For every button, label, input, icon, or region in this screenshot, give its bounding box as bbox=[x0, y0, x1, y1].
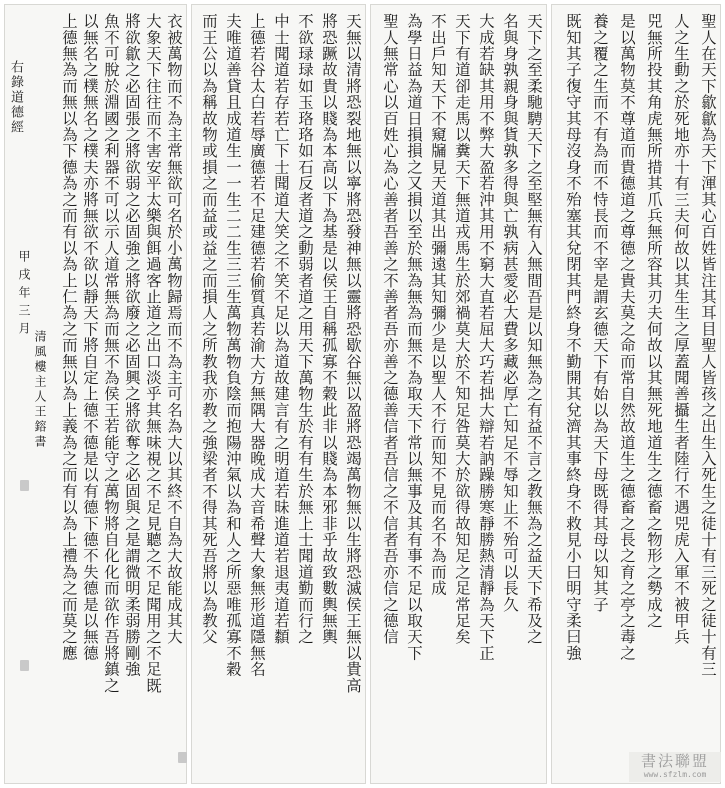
inscription-signature: 清風樓主人王鎔書 bbox=[33, 330, 47, 450]
text-column: 兕無所投其角虎無所措其爪兵無所容其刃夫何故以其無死地道生之德畜之物形之勢成之 bbox=[645, 13, 663, 629]
text-column: 以無名之樸無名之樸夫亦將無欲不欲以靜天下將自定上德不德是以有德下德不失德是以無德 bbox=[81, 13, 99, 661]
text-column: 衣被萬物而不為主常無欲可名於小萬物歸焉而不為主可名為大以其終不自為大故能成其大 bbox=[165, 13, 183, 645]
inscription-date: 甲戌年三月 bbox=[17, 250, 31, 340]
text-column: 夫唯道善貸且成道生一一生二二生三三生萬物萬物負陰而抱陽沖氣以為和人之所惡唯孤寡不穀 bbox=[224, 13, 242, 678]
watermark-url: www.sfzlm.com bbox=[643, 770, 707, 779]
text-column: 上德若谷太白若辱廣德若不足建德若偷質真若渝大方無隅大器晚成大音希聲大象無形道隱無名 bbox=[248, 13, 266, 678]
text-column: 聖人無常心以百姓心為心善者吾善之不善者吾亦善之德善信者吾信之不信者吾亦信之德信 bbox=[381, 13, 399, 645]
text-column: 魚不可脫於淵國之利器不可以示人道常無為而無不為侯王若能守之萬物將自化化而欲作吾將鎮之 bbox=[102, 13, 120, 694]
text-column: 天無以清將恐裂地無以寧將恐發神無以靈將恐歇谷無以盈將恐竭萬物無以生將恐滅侯王無以貴高 bbox=[344, 13, 362, 694]
text-column: 聖人在天下歙歙為天下渾其心百姓皆注其耳目聖人皆孩之出生入死生之徒十有三死之徒十有三 bbox=[699, 13, 717, 678]
text-column: 不出戶知天下不窺牖見天道其出彌遠其知彌少是以聖人不行而知不見而名不為而成 bbox=[429, 13, 447, 597]
calligraphy-panel-4 bbox=[551, 4, 721, 784]
text-column: 將欲歙之必固張之將欲弱之必固強之將欲廢之必固興之將欲奪之必固與之是謂微明柔弱勝剛強 bbox=[123, 13, 141, 678]
text-column: 是以萬物莫不尊道而貴德道之尊德之貴夫莫之命而常自然故道生之德畜之長之育之亭之毒之 bbox=[618, 13, 636, 661]
artist-seal bbox=[178, 752, 187, 763]
text-column: 上德無為而無以為下德為之而有以為上仁為之而無以為上義為之而有以為上禮為之而莫之應 bbox=[60, 13, 78, 661]
calligraphy-panel-2 bbox=[191, 4, 366, 784]
text-column: 天下之至柔馳騁天下之至堅無有入無間吾是以知無為之有益不言之教無為之益天下希及之 bbox=[525, 13, 543, 645]
text-column: 養之覆之生而不有為而不恃長而不宰是謂玄德天下有始以為天下母既得其母以知其子 bbox=[591, 13, 609, 613]
text-column: 中士聞道若存若亡下士聞道大笑之不笑不足以為道故建言有之明道若昧進道若退夷道若纇 bbox=[272, 13, 290, 645]
text-column: 大象天下往往而不害安平太樂與餌過客止道之出口淡乎其無味視之不足見聽之不足聞用之不足既 bbox=[144, 13, 162, 694]
calligraphy-panel-3 bbox=[370, 4, 547, 784]
text-column: 而王公以為稱故物或損之而益或益之而損人之所教我亦教之強梁者不得其死吾將以為教父 bbox=[200, 13, 218, 645]
text-column: 名與身孰親身與貨孰多得與亡孰病甚愛必大費多藏必厚亡知足不辱知止不殆可以長久 bbox=[501, 13, 519, 613]
text-column: 天下有道卻走馬以糞天下無道戎馬生於郊禍莫大於不知足咎莫大於欲得故知足之足常足矣 bbox=[453, 13, 471, 645]
site-watermark bbox=[629, 752, 721, 782]
text-column: 將恐蹶故貴以賤為本高以下為基是以侯王自稱孤寡不穀此非以賤為本邪非乎故致數輿無輿 bbox=[320, 13, 338, 645]
text-column: 大成若缺其用不弊大盈若沖其用不窮大直若屈大巧若拙大辯若訥躁勝寒靜勝熱清靜為天下正 bbox=[477, 13, 495, 661]
text-column: 既知其子復守其母沒身不殆塞其兌閉其門終身不勤開其兌濟其事終身不救見小曰明守柔曰強 bbox=[564, 13, 582, 661]
inscription-title: 右錄道德經 bbox=[8, 60, 23, 135]
text-column: 人之生動之於死地亦十有三夫何故以其生生之厚蓋聞善攝生者陸行不遇兕虎入軍不被甲兵 bbox=[672, 13, 690, 645]
artist-seal bbox=[20, 480, 29, 491]
text-column: 為學日益為道日損損之又損以至於無為無為而無不為取天下常以無事及其有事不足以取天下 bbox=[405, 13, 423, 661]
artist-seal bbox=[20, 660, 29, 671]
watermark-name: 書法聯盟 bbox=[640, 752, 709, 770]
calligraphy-panel-1 bbox=[4, 4, 187, 784]
text-column: 不欲琭琭如玉珞珞如石反者道之動弱者道之用天下萬物生於有有生於無上士聞道勤而行之 bbox=[296, 13, 314, 645]
